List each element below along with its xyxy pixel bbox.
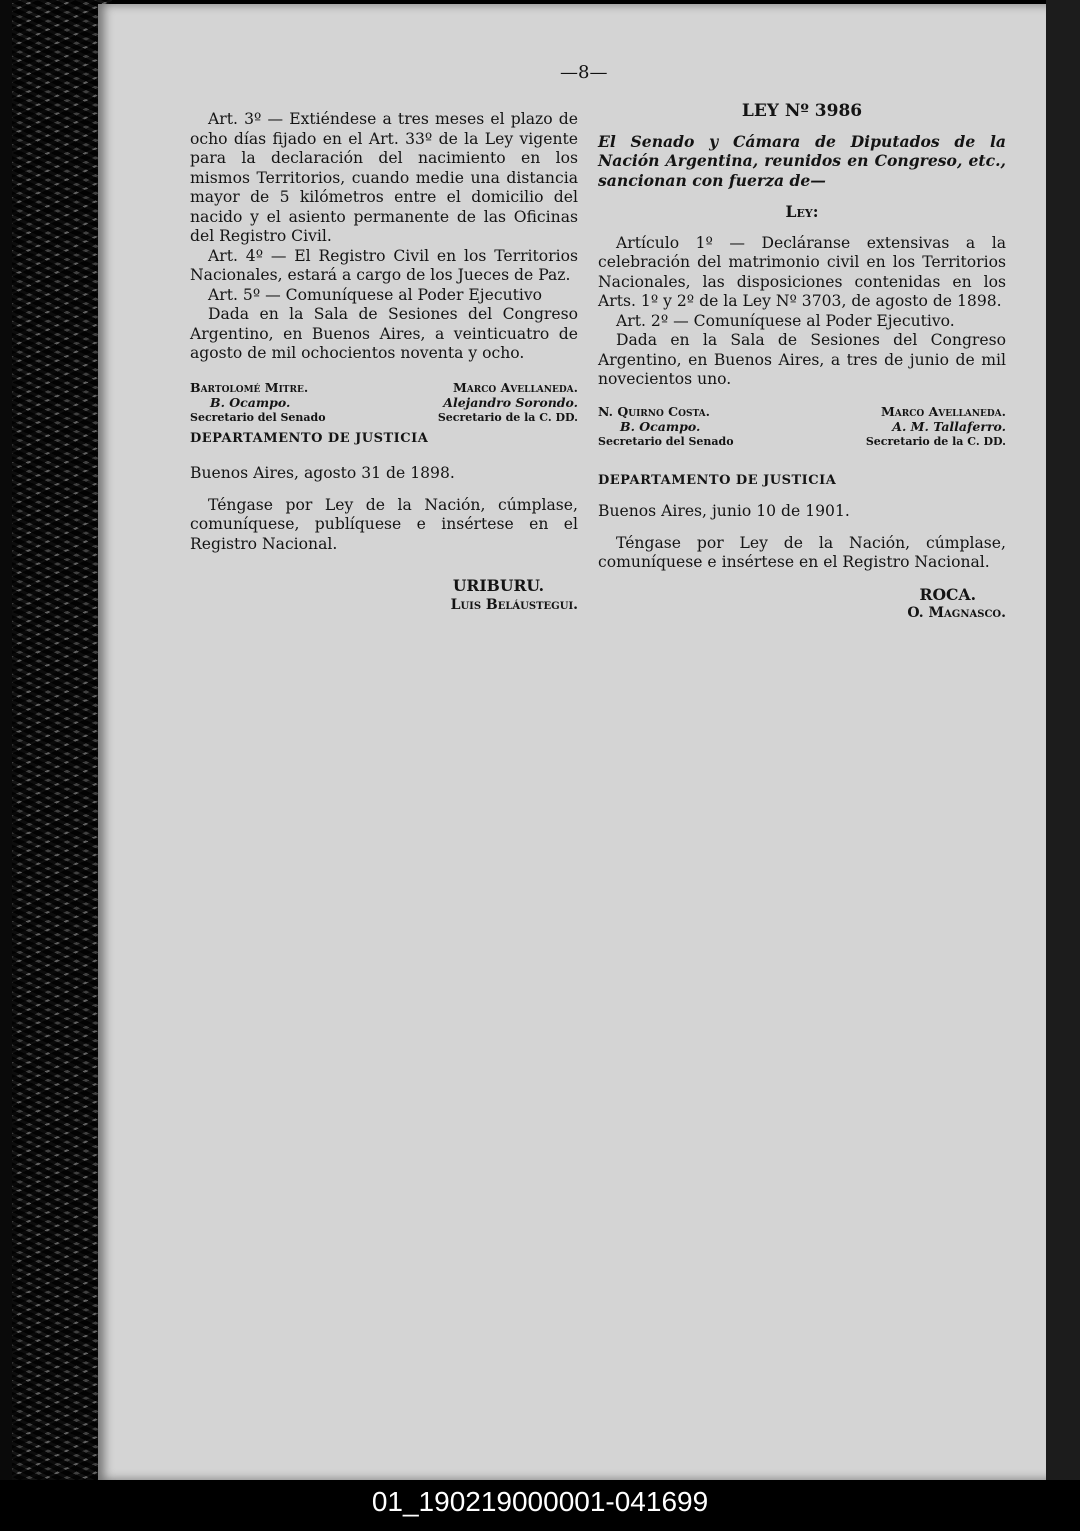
ley-label: Ley:	[785, 202, 819, 221]
right-department-heading: DEPARTAMENTO DE JUSTICIA	[598, 472, 837, 488]
left-signature-chamber	[438, 380, 578, 425]
signature-secretary: B. Ocampo.	[620, 418, 701, 434]
right-paragraph-art1: Artículo 1º — Decláranse extensivas a la celebración del matrimonio civil en los Territorios Nacionales, las disposiciones contenidas en los Arts. 1º y 2º de la Ley Nº 3703, de agosto de 1898.	[598, 233, 1006, 310]
right-date: Buenos Aires, junio 10 de 1901.	[598, 502, 850, 520]
signature-role: Secretario de la C. DD.	[865, 434, 1006, 448]
signature-secretary: A. M. Tallaferro.	[892, 418, 1006, 434]
signature-name: Marco Avellaneda.	[880, 403, 1006, 419]
archive-id-footer: 01_190219000001-041699	[0, 1480, 1080, 1531]
signature-name: N. Quirno Costa.	[598, 403, 711, 419]
law-preamble: El Senado y Cámara de Diputados de la Nación Argentina, reunidos en Congreso, etc., sancionan con fuerza de—	[598, 131, 1006, 190]
left-signatures	[190, 380, 578, 425]
signature-role: Secretario del Senado	[190, 410, 326, 424]
law-title: LEY Nº 3986	[741, 101, 863, 121]
marbled-book-edge	[0, 0, 112, 1480]
right-signer-president: ROCA.	[919, 584, 976, 604]
right-signatures	[598, 404, 1006, 449]
left-column	[190, 110, 578, 615]
left-department-heading: DEPARTAMENTO DE JUSTICIA	[190, 430, 429, 446]
right-paragraph-dada: Dada en la Sala de Sesiones del Congreso Argentino, en Buenos Aires, a tres de junio de mil novecientos uno.	[598, 331, 1006, 388]
signature-role: Secretario del Senado	[598, 434, 734, 448]
binding-shadow	[0, 0, 12, 1480]
left-paragraph-art3: Art. 3º — Extiéndese a tres meses el plazo de ocho días fijado en el Art. 33º de la Ley vigente para la declaración del nacimiento en los mismos Territorios, cuando medie una distancia mayor de 5 kilómetros entre el domicilio del nacido y el asiento permanente de las Oficinas del Registro Civil.	[190, 110, 578, 245]
right-decree: Téngase por Ley de la Nación, cúmplase, comuníquese e insértese en el Registro Nacional.	[598, 533, 1006, 571]
signature-secretary: Alejandro Sorondo.	[443, 394, 578, 410]
left-signer-minister: Luis Beláustegui.	[450, 596, 578, 613]
left-paragraph-art5: Art. 5º — Comuníquese al Poder Ejecutivo	[208, 285, 543, 304]
right-signature-senate	[598, 404, 734, 449]
left-signature-senate	[190, 380, 326, 425]
right-signer-minister: O. Magnasco.	[907, 605, 1006, 621]
signature-name: Bartolomé Mitre.	[190, 379, 309, 395]
signature-name: Marco Avellaneda.	[452, 379, 578, 395]
right-signature-chamber	[866, 404, 1006, 449]
signature-secretary: B. Ocampo.	[210, 394, 291, 410]
left-signer-president: URIBURU.	[452, 576, 544, 595]
left-paragraph-dada: Dada en la Sala de Sesiones del Congreso Argentino, en Buenos Aires, a veinticuatro de agosto de mil ochocientos noventa y ocho.	[190, 305, 578, 362]
left-date: Buenos Aires, agosto 31 de 1898.	[190, 464, 455, 482]
page-number: —8—	[560, 62, 608, 83]
left-paragraph-art4: Art. 4º — El Registro Civil en los Territorios Nacionales, estará a cargo de los Jueces de Paz.	[190, 246, 578, 284]
right-paragraph-art2: Art. 2º — Comuníquese al Poder Ejecutivo.	[616, 311, 955, 330]
left-decree: Téngase por Ley de la Nación, cúmplase, comuníquese, publíquese e insértese en el Registro Nacional.	[190, 495, 578, 553]
right-margin-shadow	[1046, 0, 1080, 1480]
right-column	[598, 102, 1006, 624]
signature-role: Secretario de la C. DD.	[437, 410, 578, 424]
